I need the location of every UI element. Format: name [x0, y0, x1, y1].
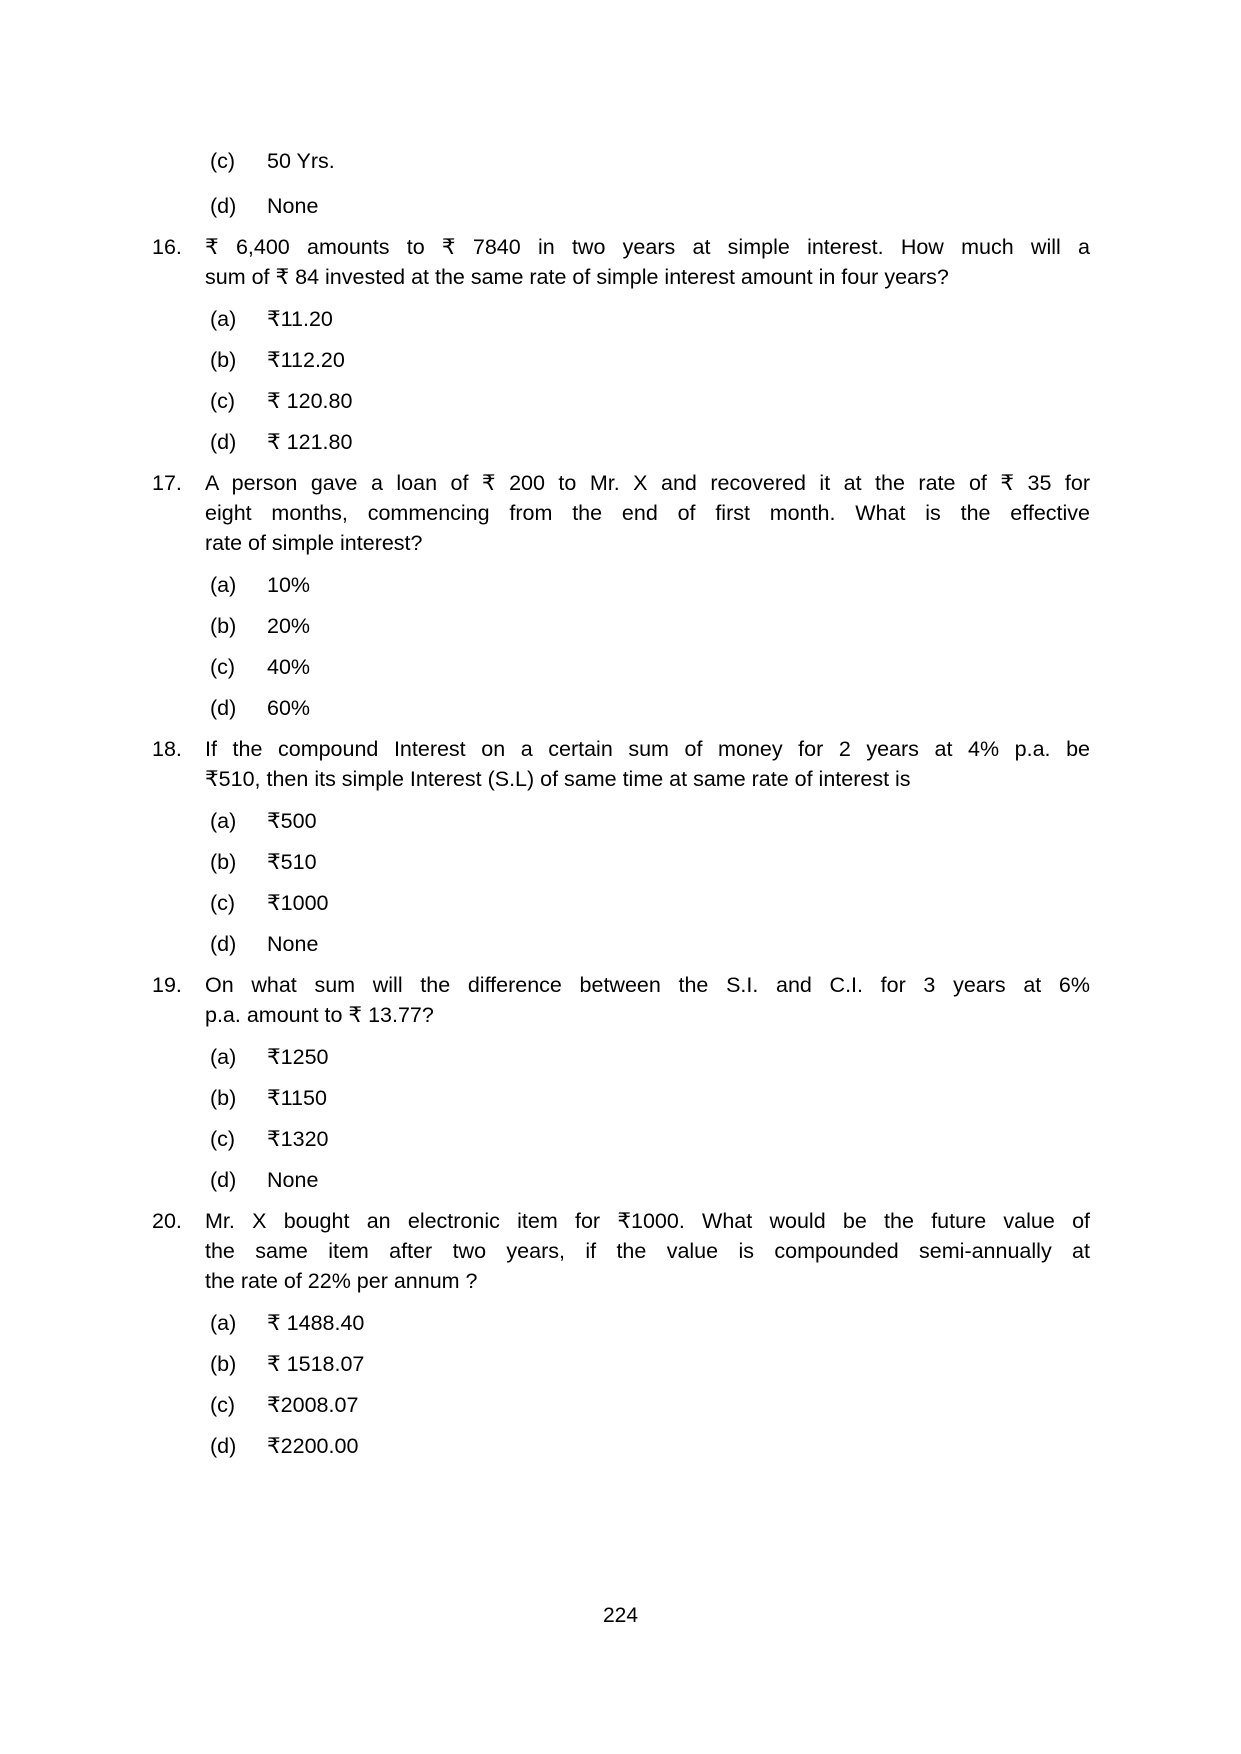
question-16	[152, 232, 1091, 468]
question-text-line: eight months, commencing from the end of first month. What is the effective	[205, 501, 1090, 525]
question-text	[205, 734, 1090, 794]
option-value: ₹112.20	[267, 348, 345, 372]
option-letter: (d)	[210, 932, 237, 956]
option-letter: (d)	[210, 696, 237, 720]
option-row	[205, 1349, 1090, 1379]
question-text-line: sum of ₹ 84 invested at the same rate of simple interest amount in four years?	[205, 265, 949, 289]
option-letter: (b)	[210, 1352, 237, 1376]
question-20	[152, 1206, 1091, 1472]
option-letter: (a)	[210, 307, 237, 331]
question-text-line: On what sum will the difference between the S.I. and C.I. for 3 years at 6%	[205, 973, 1090, 997]
option-letter: (a)	[210, 1311, 237, 1335]
option-row	[205, 146, 1091, 176]
option-letter: (c)	[210, 655, 236, 679]
question-text-line: If the compound Interest on a certain sum of money for 2 years at 4% p.a. be	[205, 737, 1090, 761]
question-number: 20.	[152, 1209, 182, 1233]
option-letter: (c)	[210, 1127, 236, 1151]
option-letter: (c)	[210, 891, 236, 915]
option-row	[205, 611, 1090, 641]
question-body	[205, 1206, 1090, 1472]
option-value: ₹ 1488.40	[267, 1311, 365, 1335]
option-row	[205, 929, 1090, 959]
option-value: ₹500	[267, 809, 317, 833]
option-value: ₹2200.00	[267, 1434, 359, 1458]
option-letter: (d)	[210, 1434, 237, 1458]
question-body	[205, 468, 1090, 734]
option-row	[205, 1124, 1090, 1154]
option-letter: (b)	[210, 850, 237, 874]
option-row	[205, 570, 1090, 600]
option-row	[205, 427, 1090, 457]
question-text-line: A person gave a loan of ₹ 200 to Mr. X and recovered it at the rate of ₹ 35 for	[205, 471, 1090, 495]
option-value: ₹1320	[267, 1127, 329, 1151]
options-list	[205, 1308, 1090, 1461]
option-row	[205, 1042, 1090, 1072]
option-row	[205, 1308, 1090, 1338]
option-row	[205, 693, 1090, 723]
question-body	[205, 970, 1090, 1206]
option-letter: (d)	[210, 1168, 237, 1192]
option-letter: (b)	[210, 614, 237, 638]
question-text-line: Mr. X bought an electronic item for ₹1000. What would be the future value of	[205, 1209, 1090, 1233]
question-text-line: ₹ 6,400 amounts to ₹ 7840 in two years at simple interest. How much will a	[205, 235, 1090, 259]
question-text	[205, 1206, 1090, 1296]
question-text-line: rate of simple interest?	[205, 531, 423, 555]
option-value: ₹1250	[267, 1045, 329, 1069]
option-row	[205, 1390, 1090, 1420]
question-number: 19.	[152, 973, 182, 997]
question-body	[205, 232, 1090, 468]
option-value: ₹ 121.80	[267, 430, 353, 454]
question-body	[205, 734, 1090, 970]
option-value: None	[267, 932, 319, 956]
option-value: ₹510	[267, 850, 317, 874]
question-19	[152, 970, 1091, 1206]
option-letter: (a)	[210, 809, 237, 833]
question-17	[152, 468, 1091, 734]
option-letter: (c)	[210, 1393, 236, 1417]
option-value: 10%	[267, 573, 311, 597]
options-list	[205, 570, 1090, 723]
option-letter: (a)	[210, 573, 237, 597]
page-number: 224	[602, 1604, 639, 1627]
option-row	[205, 345, 1090, 375]
option-row	[205, 1083, 1090, 1113]
option-value: 20%	[267, 614, 311, 638]
options-list	[205, 304, 1090, 457]
question-text-line: the same item after two years, if the value is compounded semi-annually at	[205, 1239, 1090, 1263]
options-list	[205, 1042, 1090, 1195]
option-row	[205, 1431, 1090, 1461]
option-row	[205, 847, 1090, 877]
option-letter: (b)	[210, 348, 237, 372]
option-value: ₹2008.07	[267, 1393, 359, 1417]
option-row	[205, 304, 1090, 334]
question-text-line: ₹510, then its simple Interest (S.L) of same time at same rate of interest is	[205, 767, 911, 791]
options-list	[205, 806, 1090, 959]
question-number: 17.	[152, 471, 182, 495]
option-letter: (c)	[210, 149, 236, 173]
option-value: 50 Yrs.	[267, 149, 335, 173]
question-18	[152, 734, 1091, 970]
option-letter: (d)	[210, 430, 237, 454]
option-value: 60%	[267, 696, 311, 720]
option-value: None	[267, 1168, 319, 1192]
option-value: None	[267, 194, 319, 218]
option-value: ₹11.20	[267, 307, 333, 331]
option-value: 40%	[267, 655, 311, 679]
option-row	[205, 1165, 1090, 1195]
question-text	[205, 468, 1090, 558]
option-row	[205, 888, 1090, 918]
option-value: ₹ 1518.07	[267, 1352, 365, 1376]
option-value: ₹1000	[267, 891, 329, 915]
question-text-line: p.a. amount to ₹ 13.77?	[205, 1003, 434, 1027]
option-letter: (a)	[210, 1045, 237, 1069]
question-number: 16.	[152, 235, 182, 259]
option-letter: (b)	[210, 1086, 237, 1110]
option-row	[205, 191, 1091, 221]
option-row	[205, 806, 1090, 836]
option-value: ₹1150	[267, 1086, 327, 1110]
option-letter: (d)	[210, 194, 237, 218]
question-text	[205, 970, 1090, 1030]
option-row	[205, 386, 1090, 416]
question-number: 18.	[152, 737, 182, 761]
question-text	[205, 232, 1090, 292]
question-text-line: the rate of 22% per annum ?	[205, 1269, 478, 1293]
option-value: ₹ 120.80	[267, 389, 353, 413]
option-letter: (c)	[210, 389, 236, 413]
option-row	[205, 652, 1090, 682]
